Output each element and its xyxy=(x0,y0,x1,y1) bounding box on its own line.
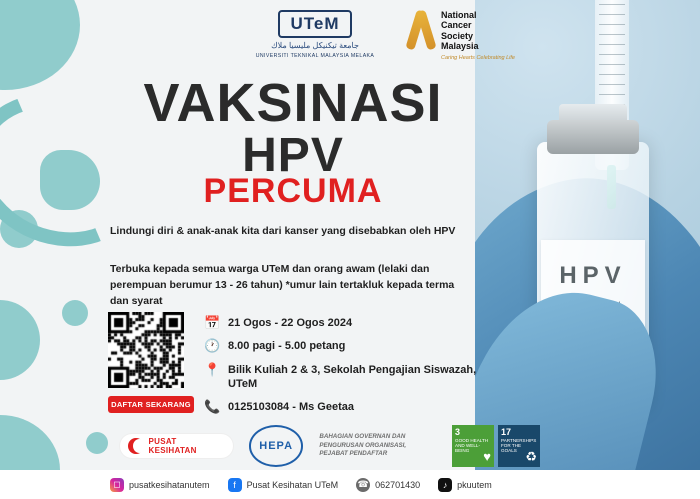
hepa-logo: HEPA xyxy=(249,425,304,467)
footer-phone xyxy=(356,478,420,492)
decorative-blob xyxy=(86,432,108,454)
footer-facebook-text: Pusat Kesihatan UTeM xyxy=(246,479,339,490)
calendar-icon: 📅 xyxy=(204,315,221,330)
vaccine-photo xyxy=(475,0,700,470)
vial-label-title: HPV xyxy=(559,262,627,289)
ncsm-line-4: Malaysia xyxy=(441,41,479,52)
bottom-logo-row xyxy=(120,425,540,467)
register-button[interactable]: DAFTAR SEKARANG xyxy=(108,396,194,413)
detail-time: 8.00 pagi - 5.00 petang xyxy=(228,340,346,353)
ncsm-logo xyxy=(409,10,515,62)
decorative-blob xyxy=(40,150,100,210)
decorative-blob xyxy=(62,300,88,326)
ribbon-icon xyxy=(409,10,435,50)
partnership-icon: ♻ xyxy=(525,448,537,464)
footer-phone-text: 062701430 xyxy=(375,479,421,490)
sdg-goal-17 xyxy=(498,425,540,467)
sdg-goal-17-number: 17 xyxy=(501,427,512,437)
detail-row-time xyxy=(204,339,504,353)
ncsm-line-3: Society xyxy=(441,30,474,41)
sdg-goal-3-number: 3 xyxy=(455,427,461,437)
footer-bar xyxy=(0,470,700,499)
footer-facebook[interactable] xyxy=(228,478,339,492)
sdg-goal-3 xyxy=(452,425,494,467)
tiktok-icon: ♪ xyxy=(438,478,452,492)
governance-text: BAHAGIAN GOVERNAN DAN PENGURUSAN ORGANISASI, PEJABAT PENDAFTAR xyxy=(319,432,407,458)
qr-code[interactable] xyxy=(108,312,184,388)
detail-date: 21 Ogos - 22 Ogos 2024 xyxy=(228,317,353,329)
heartbeat-icon: ♥ xyxy=(483,448,491,464)
detail-location: Bilik Kuliah 2 & 3, Sekolah Pengajian Siswazah, UTeM xyxy=(228,363,477,390)
instagram-icon: ◻ xyxy=(110,478,124,492)
crescent-icon xyxy=(128,438,144,454)
title-line-1: VAKSINASI xyxy=(143,73,443,133)
ncsm-line-2: Cancer xyxy=(441,20,472,31)
utem-logo xyxy=(255,10,375,59)
utem-logo-arabic: جامعة تيكنيكل مليسيا ملاك xyxy=(271,41,359,50)
pusat-kesihatan-label: PUSAT KESIHATAN xyxy=(148,437,197,455)
sdg-logos xyxy=(452,425,540,467)
vial-cap xyxy=(547,120,639,154)
footer-instagram[interactable] xyxy=(110,478,210,492)
decorative-blob xyxy=(0,0,80,90)
decorative-blob xyxy=(0,300,40,380)
logo-row xyxy=(255,10,515,62)
location-icon: 📍 xyxy=(204,361,221,377)
footer-tiktok-text: pkuutem xyxy=(457,479,492,490)
utem-logo-mark: UTeM xyxy=(278,10,351,38)
detail-row-phone xyxy=(204,400,504,414)
event-details xyxy=(204,316,504,423)
phone-icon: ☎ xyxy=(356,478,370,492)
qr-block xyxy=(108,312,192,413)
footer-instagram-text: pusatkesihatanutem xyxy=(129,479,210,490)
decorative-blob xyxy=(0,210,38,248)
utem-logo-subtitle: UNIVERSITI TEKNIKAL MALAYSIA MELAKA xyxy=(255,53,375,59)
phone-icon: 📞 xyxy=(204,399,221,415)
title-line-3: PERCUMA xyxy=(203,172,383,210)
ncsm-line-1: National xyxy=(441,10,477,20)
clock-icon: 🕐 xyxy=(204,338,221,354)
ncsm-logo-text xyxy=(441,10,515,62)
sdg-goal-3-label: GOOD HEALTH AND WELL-BEING xyxy=(455,437,489,453)
title-line-2: HPV xyxy=(242,129,344,182)
detail-phone: 0125103084 - Ms Geetaa xyxy=(228,401,354,414)
ncsm-tagline: Caring Hearts Celebrating Life xyxy=(441,55,515,62)
description-paragraph-2: Terbuka kepada semua warga UTeM dan orang awam (lelaki dan perempuan berumur 13 - 26 tahun) *umur lain tertakluk kepada terma dan syarat xyxy=(110,263,455,307)
pusat-kesihatan-logo xyxy=(120,434,233,458)
detail-row-location xyxy=(204,363,504,392)
sdg-goal-17-label: PARTNERSHIPS FOR THE GOALS xyxy=(501,437,537,453)
detail-row-date xyxy=(204,316,504,330)
description-paragraph-1: Lindungi diri & anak-anak kita dari kanser yang disebabkan oleh HPV xyxy=(110,225,456,237)
footer-tiktok[interactable] xyxy=(438,478,492,492)
facebook-icon: f xyxy=(228,478,242,492)
